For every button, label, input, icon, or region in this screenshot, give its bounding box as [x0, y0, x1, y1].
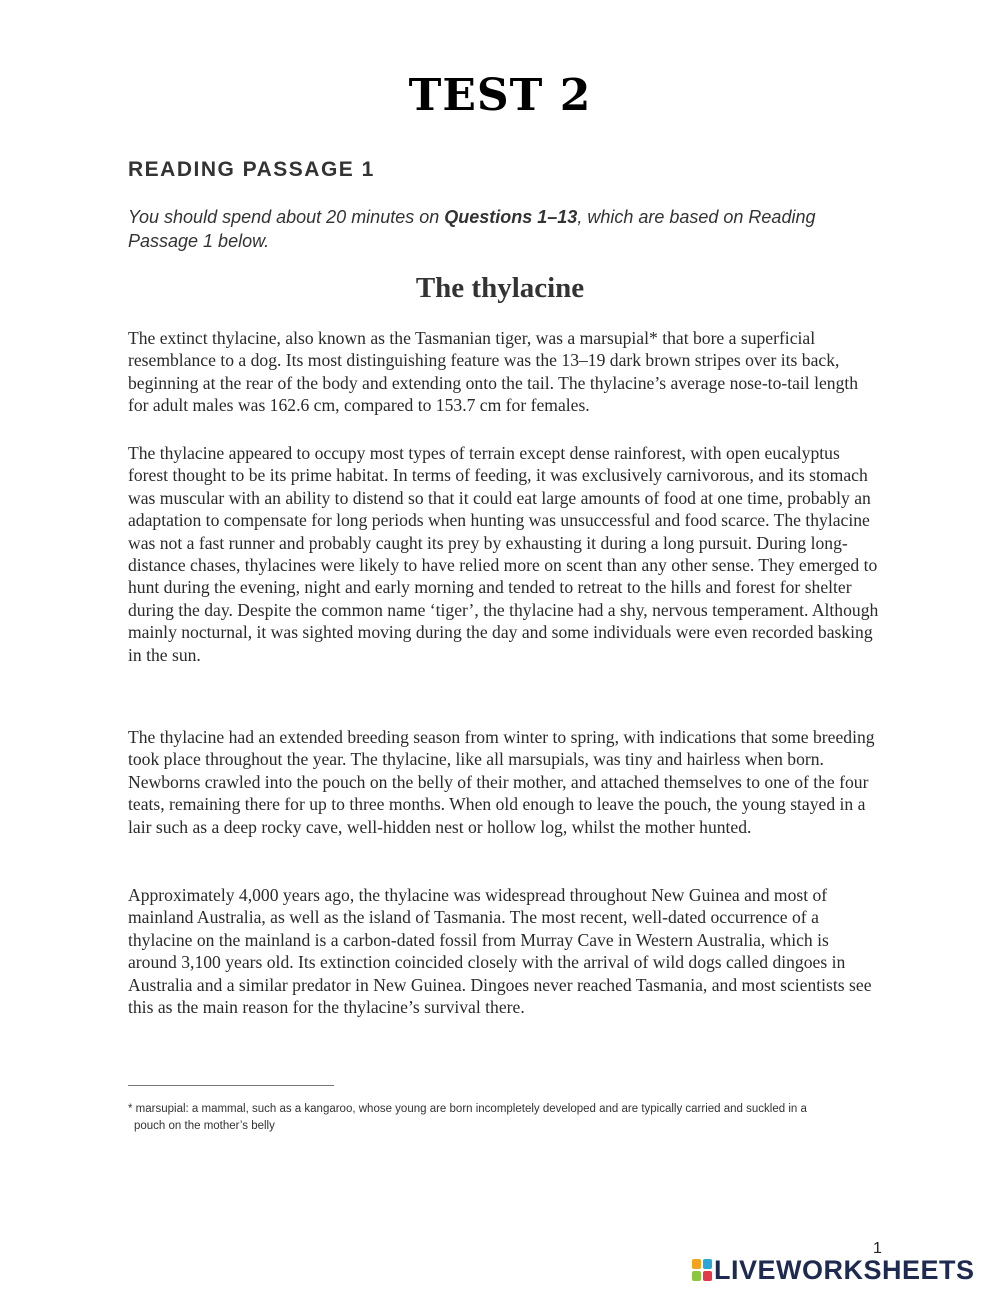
instructions [128, 205, 888, 253]
passage-title: The thylacine [415, 272, 585, 304]
paragraph-4: Approximately 4,000 years ago, the thylacine was widespread throughout New Guinea and most of mainland Australia, as well as the island of Tasmania. The most recent, well-dated occurrence of a thylacine on the mainland is a carbon-dated fossil from Murray Cave in Western Australia, which is around 3,100 years old. Its extinction coincided closely with the arrival of wild dogs called dingoes in Australia and a similar predator in New Guinea. Dingoes never reached Tasmania, and most scientists see this as the main reason for the thylacine’s survival there. [128, 885, 872, 1018]
liveworksheets-logo[interactable] [692, 1256, 975, 1284]
instructions-prefix: You should spend about 20 minutes on [128, 207, 445, 227]
liveworksheets-logo-icon [692, 1259, 712, 1281]
section-heading: READING PASSAGE 1 [128, 158, 375, 181]
paragraph-3: The thylacine had an extended breeding season from winter to spring, with indications that some breeding took place throughout the year. The thylacine, like all marsupials, was tiny and hairless when born. Newborns crawled into the pouch on the belly of their mother, and attached themselves to one of the four teats, remaining there for up to three months. When old enough to leave the pouch, the young stayed in a lair such as a deep rocky cave, well-hidden nest or hollow log, whilst the mother hunted. [128, 727, 875, 837]
footnote [128, 1101, 868, 1135]
footnote-line-1: * marsupial: a mammal, such as a kangaroo, whose young are born incompletely developed and are typically carried and suckled in a [128, 1103, 807, 1115]
footnote-divider [128, 1085, 334, 1086]
paragraph-1: The extinct thylacine, also known as the Tasmanian tiger, was a marsupial* that bore a superficial resemblance to a dog. Its most distinguishing feature was the 13–19 dark brown stripes over its back, beginning at the rear of the body and extending onto the tail. The thylacine’s average nose-to-tail length for adult males was 162.6 cm, compared to 153.7 cm for females. [128, 328, 859, 416]
test-title: TEST 2 [408, 70, 592, 121]
logo-tile-1 [692, 1259, 701, 1269]
footnote-line-2: pouch on the mother’s belly [134, 1120, 275, 1132]
logo-text: LIVEWORKSHEETS [714, 1255, 975, 1285]
page-number: 1 [873, 1240, 882, 1257]
logo-tile-2 [703, 1259, 712, 1269]
logo-tile-3 [692, 1271, 701, 1281]
instructions-questions: Questions 1–13 [444, 207, 578, 227]
logo-tile-4 [703, 1271, 712, 1281]
instructions-suffix: , which are based on Reading Passage 1 below. [128, 207, 816, 251]
paragraph-2: The thylacine appeared to occupy most types of terrain except dense rainforest, with open eucalyptus forest thought to be its prime habitat. In terms of feeding, it was exclusively carnivorous, and its stomach was muscular with an ability to distend so that it could eat large amounts of food at one time, probably an adaptation to compensate for long periods when hunting was unsuccessful and food scarce. The thylacine was not a fast runner and probably caught its prey by exhausting it during a long pursuit. During long-distance chases, thylacines were likely to have relied more on scent than any other sense. They emerged to hunt during the evening, night and early morning and tended to retreat to the hills and forest for shelter during the day. Despite the common name ‘tiger’, the thylacine had a shy, nervous temperament. Although mainly nocturnal, it was sighted moving during the day and some individuals were even recorded basking in the sun. [128, 443, 879, 665]
